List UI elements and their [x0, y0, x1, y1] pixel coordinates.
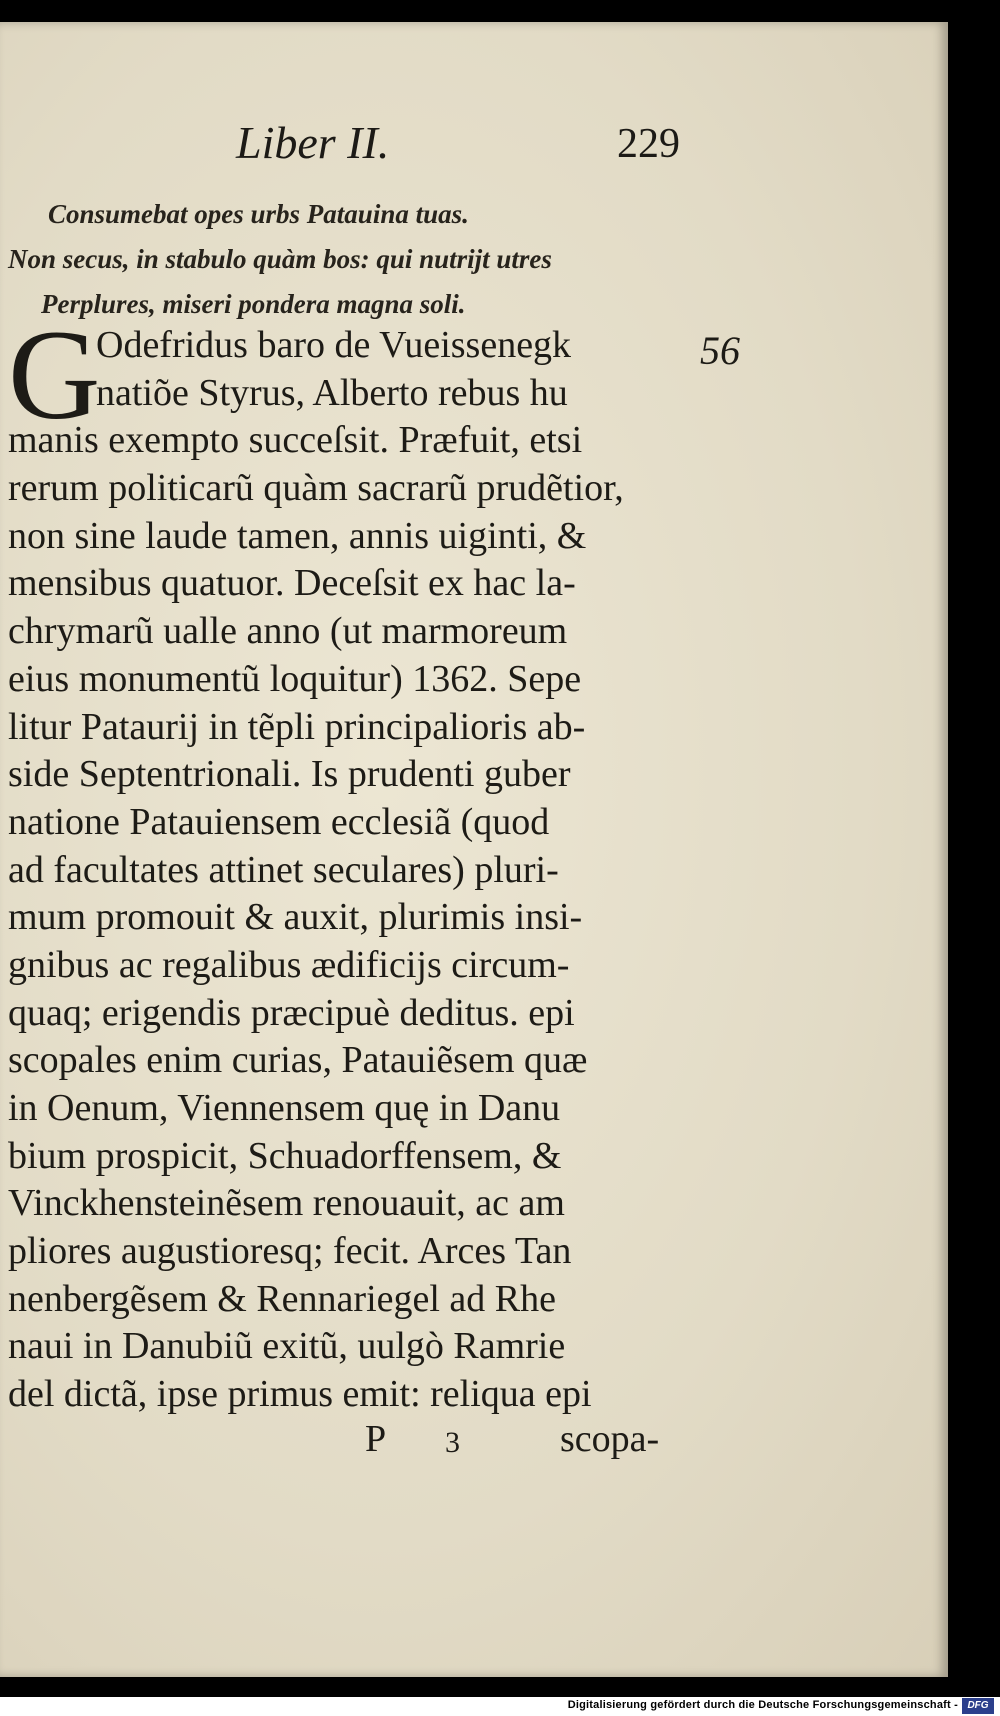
text-line: litur Pataurij in tẽpli principalioris ab-: [8, 705, 586, 748]
text-line: ad facultates attinet seculares) pluri-: [8, 848, 559, 891]
text-line: gnibus ac regalibus ædificijs circum-: [8, 943, 570, 986]
verse-line: Perplures, miseri pondera magna soli.: [41, 289, 466, 319]
margin-note: 56: [700, 328, 740, 373]
text-line: manis exempto succeſsit. Præfuit, etsi: [8, 419, 583, 462]
book-page: [0, 22, 948, 1677]
signature-mark: P: [365, 1418, 387, 1460]
text-line: mensibus quatuor. Deceſsit ex hac la-: [8, 562, 576, 605]
page-number: 229: [617, 121, 680, 167]
text-line: side Septentrionali. Is prudenti guber: [8, 753, 571, 796]
text-line: rerum politicarũ quàm sacrarũ prudẽtior,: [8, 467, 624, 510]
text-line: scopales enim curias, Patauiẽsem quæ: [8, 1039, 588, 1082]
credit-text: Digitalisierung gefördert durch die Deutsche Forschungsgemeinschaft -: [567, 1699, 958, 1711]
text-line: Vinckhensteinẽsem renouauit, ac am: [8, 1182, 565, 1225]
verse-line: Consumebat opes urbs Patauina tuas.: [48, 199, 469, 229]
verse-line: Non secus, in stabulo quàm bos: qui nutrijt utres: [8, 244, 552, 274]
verse-block: [8, 192, 688, 327]
text-line: in Oenum, Viennensem quę in Danu: [8, 1087, 561, 1129]
text-line: chrymarũ ualle anno (ut marmoreum: [8, 610, 568, 653]
text-line: naui in Danubiũ exitũ, uulgò Ramrie: [8, 1325, 566, 1368]
signature-number: 3: [445, 1426, 460, 1459]
text-line: bium prospicit, Schuadorffensem, &: [8, 1134, 562, 1177]
text-line: mum promouit & auxit, plurimis insi-: [8, 896, 583, 939]
page-header: [230, 116, 680, 186]
running-head: Liber II.: [236, 117, 390, 168]
text-line: natiõe Styrus, Alberto rebus hu: [96, 371, 568, 414]
text-line: natione Patauiensem ecclesiã (quod: [8, 800, 550, 843]
text-line: non sine laude tamen, annis uiginti, &: [8, 514, 587, 557]
drop-cap: G: [8, 304, 101, 446]
dfg-logo-icon: DFG: [962, 1698, 994, 1714]
text-line: quaq; erigendis præcipuè deditus. epi: [8, 991, 575, 1034]
text-line: Odefridus baro de Vueissenegk: [96, 324, 572, 366]
catchword: scopa-: [560, 1418, 660, 1460]
text-line: nenbergẽsem & Rennariegel ad Rhe: [8, 1277, 556, 1320]
text-line: del dictã, ipse primus emit: reliqua epi: [8, 1373, 592, 1416]
text-line: pliores augustioresq; fecit. Arces Tan: [8, 1230, 572, 1273]
text-line: eius monumentũ loquitur) 1362. Sepe: [8, 657, 582, 700]
